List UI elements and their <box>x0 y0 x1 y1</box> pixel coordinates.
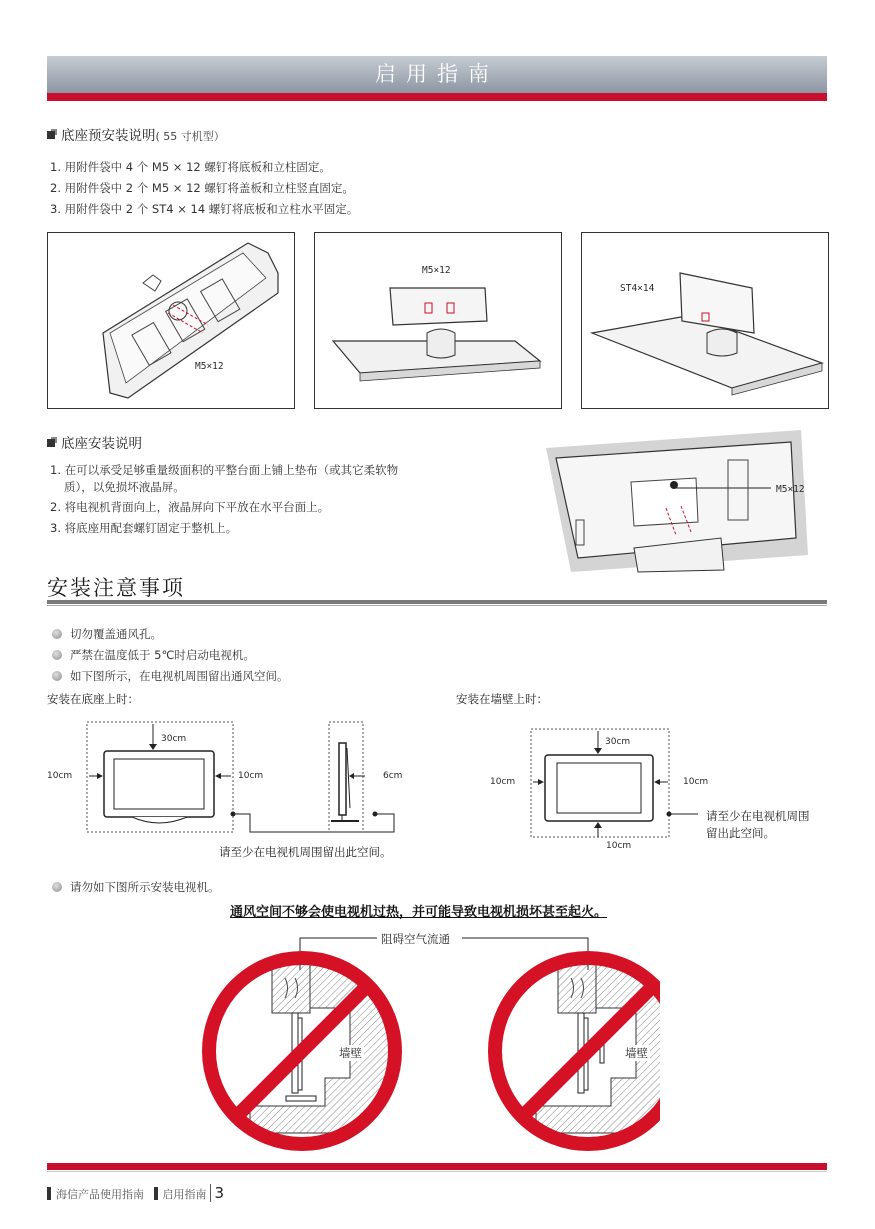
pre-install-step: 2. 用附件袋中 2 个 M5 × 12 螺钉将盖板和立柱竖直固定。 <box>50 181 354 195</box>
page-title: 启用指南 <box>375 62 499 86</box>
note-item: 如下图所示，在电视机周围留出通风空间。 <box>52 668 289 684</box>
install-illustration <box>546 430 826 575</box>
bullet-dot-icon <box>52 629 62 639</box>
stand-left-dim: 10cm <box>47 771 73 781</box>
bullet-dot-icon <box>52 650 62 660</box>
notes-title: 安装注意事项 <box>47 576 185 600</box>
wall-caption-line1: 请至少在电视机周围 <box>706 809 810 823</box>
wall-top-dim: 30cm <box>605 737 631 747</box>
panel-1-screw-label: M5×12 <box>195 361 224 372</box>
stand-column-illustration <box>315 233 561 408</box>
install-step: 3. 将底座用配套螺钉固定于整机上。 <box>50 521 238 535</box>
install-step: 1. 在可以承受足够重量级面积的平整台面上铺上垫布（或其它柔软物 <box>50 463 399 477</box>
dont-install-item: 请勿如下图所示安装电视机。 <box>52 879 220 895</box>
wall-clearance-diagram <box>488 726 828 856</box>
prohibited-install-diagram <box>200 928 660 1153</box>
footer-bar-icon <box>47 1187 51 1200</box>
stand-side-dim: 6cm <box>383 771 403 781</box>
stand-right-dim: 10cm <box>238 771 264 781</box>
footer-red-stripe <box>47 1163 827 1170</box>
pre-install-step: 1. 用附件袋中 4 个 M5 × 12 螺钉将底板和立柱固定。 <box>50 160 331 174</box>
section-bullet-icon <box>47 439 55 447</box>
install-step-continued: 质），以免损坏液晶屏。 <box>64 480 185 494</box>
panel-2-illustration <box>314 232 562 409</box>
footer-brand: 海信产品使用指南 <box>56 1188 144 1201</box>
tv-back-with-stand-illustration <box>546 430 826 575</box>
install-step: 2. 将电视机背面向上，液晶屏向下平放在水平台面上。 <box>50 500 330 514</box>
install-screw-label: M5×12 <box>776 484 805 495</box>
footer <box>47 1184 224 1202</box>
pre-install-step: 3. 用附件袋中 2 个 ST4 × 14 螺钉将底板和立柱水平固定。 <box>50 202 359 216</box>
pre-install-heading-note: ( 55 寸机型） <box>155 130 225 143</box>
note-item: 切勿覆盖通风孔。 <box>52 626 162 642</box>
wall-left-dim: 10cm <box>490 777 516 787</box>
warning-text: 通风空间不够会使电视机过热，并可能导致电视机损坏甚至起火。 <box>230 905 608 920</box>
wall-word-right: 墙壁 <box>625 1046 648 1060</box>
wall-bottom-dim: 10cm <box>606 841 632 851</box>
panel-2-screw-label: M5×12 <box>422 265 451 276</box>
tv-back-plate-illustration <box>48 233 294 408</box>
header-red-stripe <box>47 93 827 101</box>
footer-section: 启用指南 <box>162 1188 207 1201</box>
stand-base-illustration <box>582 233 828 408</box>
stand-caption: 请至少在电视机周围留出此空间。 <box>219 845 392 859</box>
wall-caption-line2: 留出此空间。 <box>706 826 775 840</box>
panel-3-screw-label: ST4×14 <box>620 283 655 294</box>
panel-1-illustration <box>47 232 295 409</box>
stand-mount-label: 安装在底座上时： <box>47 692 139 706</box>
title-rule <box>47 600 827 604</box>
block-airflow-label: 阻碍空气流通 <box>381 932 450 946</box>
stand-clearance-diagram <box>47 718 417 838</box>
footer-bar-icon <box>154 1187 158 1200</box>
footer-rule <box>47 1171 827 1172</box>
page-number: 3 <box>210 1184 225 1202</box>
wall-mount-label: 安装在墙壁上时： <box>456 692 548 706</box>
panel-3-illustration <box>581 232 829 409</box>
stand-top-dim: 30cm <box>161 734 187 744</box>
install-heading: 底座安装说明 <box>47 432 142 452</box>
pre-install-heading: 底座预安装说明( 55 寸机型） <box>47 124 225 144</box>
title-rule-thin <box>47 605 827 606</box>
note-item: 严禁在温度低于 5℃时启动电视机。 <box>52 647 255 663</box>
bullet-dot-icon <box>52 671 62 681</box>
section-bullet-icon <box>47 131 55 139</box>
wall-right-dim: 10cm <box>683 777 709 787</box>
bullet-dot-icon <box>52 882 62 892</box>
wall-word-left: 墙壁 <box>339 1046 362 1060</box>
